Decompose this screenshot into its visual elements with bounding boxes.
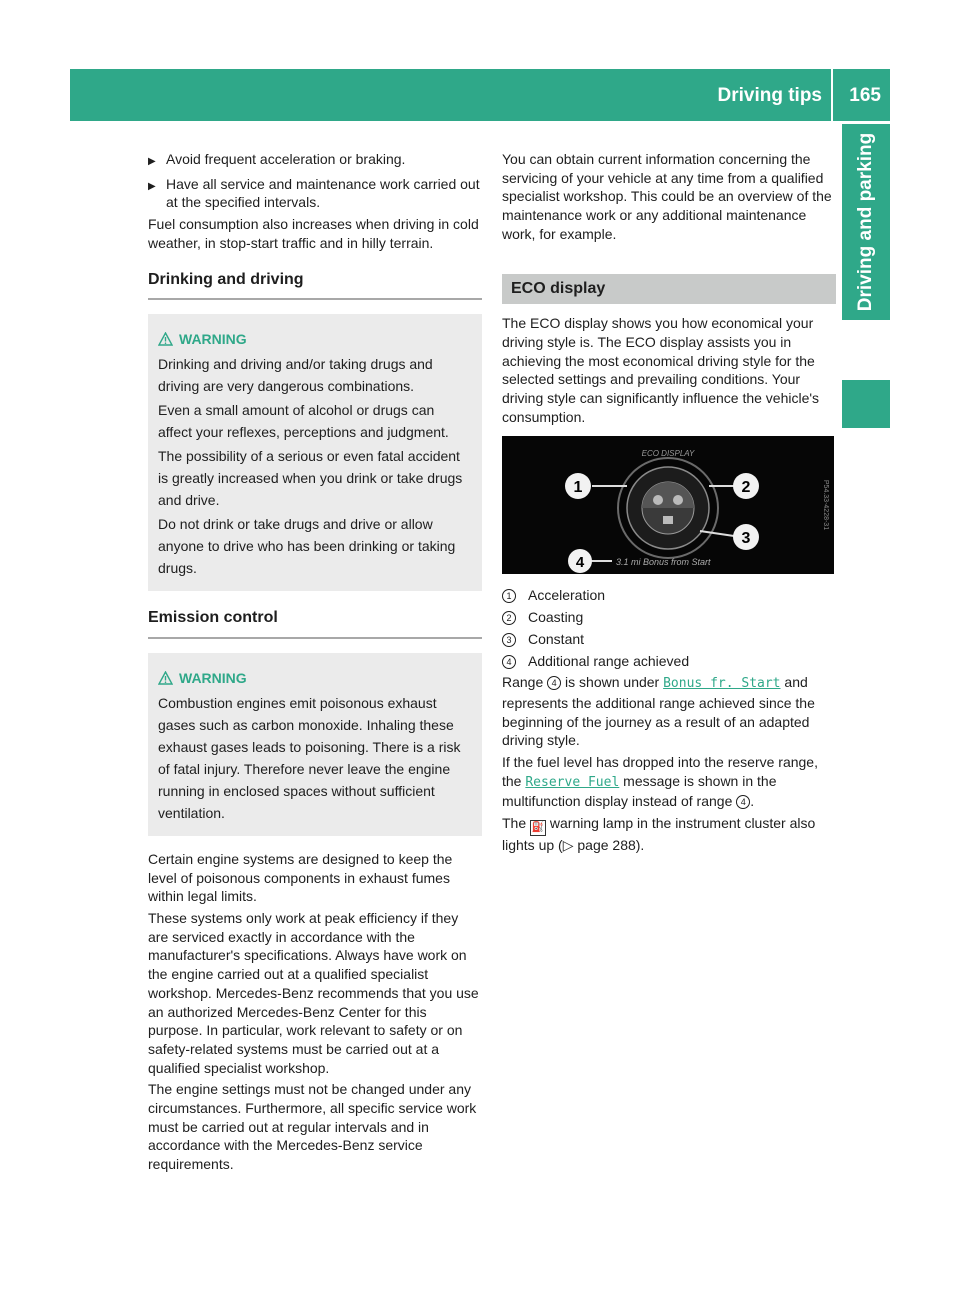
bullet-item — [148, 150, 482, 172]
warning-text: Drinking and driving and/or taking drugs and driving are very dangerous combinations. — [158, 356, 433, 395]
eco-paragraph: The ECO display shows you how economical your driving style is. The ECO display assists you in achieving the most economical driving style for the selected settings and prevailing conditions. Your driving style can significantly influence the vehicle's consumption. — [502, 315, 820, 425]
eco-legend — [502, 586, 836, 670]
page-number: 165 — [849, 85, 881, 106]
left-column — [148, 150, 482, 1177]
warning-triangle-icon — [158, 332, 173, 346]
range-number: 4 — [547, 676, 561, 690]
legend-number: 1 — [502, 589, 516, 603]
bullet-text: Have all service and maintenance work carried out at the specified intervals. — [166, 175, 480, 211]
eco-callout — [565, 473, 591, 499]
eco-display-image — [502, 436, 834, 574]
legend-item — [502, 652, 836, 671]
service-intro-paragraph: You can obtain current information concerning the servicing of your vehicle at any time from a qualified specialist workshop. This could be an overview of the maintenance work or any additional maintenance work, for example. — [502, 151, 832, 242]
right-column — [502, 150, 836, 858]
range-paragraph: Range 4 is shown under Bonus fr. Start and represents the additional range achieved since the beginning of the journey as a result of an adapted driving style. — [502, 674, 815, 749]
reserve-fuel-paragraph: If the fuel level has dropped into the reserve range, the Reserve Fuel message is shown in the multifunction display instead of range 4 . — [502, 754, 818, 810]
legend-item — [502, 630, 836, 649]
eco-image-code: P54.33-4228-31 — [822, 480, 829, 531]
warning-text: Combustion engines emit poisonous exhaust gases such as carbon monoxide. Inhaling these exhaust gases leads to poisoning. There is a risk of fatal injury. Therefore never leave the engine running in enclosed spaces without sufficient ventilation. — [158, 694, 461, 821]
bullet-item — [148, 175, 482, 212]
section-tab-label: Driving and parking — [855, 132, 876, 312]
drinking-warning-box — [148, 314, 482, 591]
legend-number: 4 — [502, 655, 516, 669]
emission-heading: Emission control — [148, 609, 482, 639]
eco-bonus-text: 3.1 mi Bonus from Start — [616, 557, 711, 568]
warning-text: Do not drink or take drugs and drive or allow anyone to drive who has been drinking or taking drugs. — [158, 516, 456, 577]
fuel-pump-icon: ⛽ — [530, 820, 546, 836]
eco-display-heading: ECO display — [502, 274, 836, 305]
body-paragraph: These systems only work at peak efficiency if they are serviced exactly in accordance with the manufacturer's specifications. Always have work on the engine carried out at a qualified specialist workshop. Mercedes-Benz recommends that you use an authorized Mercedes-Benz Center for this purpose. In particular, work relevant to safety or on safety-related systems must be carried out at a qualified specialist workshop. — [148, 910, 479, 1076]
page-ref-link[interactable]: page 288). — [573, 837, 645, 854]
legend-label: Constant — [528, 630, 585, 647]
body-paragraph: Certain engine systems are designed to keep the level of poisonous components in exhaust fumes within legal limits. — [148, 850, 453, 905]
section-tab — [842, 124, 890, 320]
drinking-heading: Drinking and driving — [148, 271, 482, 301]
emission-warning-box — [148, 653, 482, 836]
legend-label: Additional range achieved — [528, 652, 690, 669]
warning-label: WARNING — [179, 669, 247, 686]
svg-text:3: 3 — [741, 530, 751, 548]
eco-callout — [568, 549, 592, 573]
warning-header — [158, 667, 472, 689]
eco-screen-title: ECO DISPLAY — [641, 449, 695, 459]
eco-callout — [733, 524, 759, 550]
bullet-text: Avoid frequent acceleration or braking. — [166, 151, 406, 167]
bonus-display-message: Bonus fr. Start — [663, 676, 781, 692]
section-tab-marker — [842, 380, 890, 428]
warning-text: The possibility of a serious or even fatal accident is greatly increased when you drink or take drugs and drive. — [158, 448, 463, 509]
legend-number: 2 — [502, 611, 516, 625]
svg-text:1: 1 — [573, 479, 583, 497]
warning-label: WARNING — [179, 331, 247, 348]
reserve-fuel-message: Reserve Fuel — [525, 774, 620, 790]
legend-item — [502, 608, 836, 627]
header-separator — [831, 69, 833, 121]
fuel-paragraph: Fuel consumption also increases when driving in cold weather, in stop-start traffic and in hilly terrain. — [148, 216, 479, 251]
page-header — [70, 69, 890, 121]
warning-header — [158, 328, 472, 350]
legend-item — [502, 586, 836, 605]
legend-label: Acceleration — [528, 587, 606, 604]
svg-text:4: 4 — [575, 554, 585, 572]
warning-lamp-paragraph: The ⛽ warning lamp in the instrument cluster also lights up (▷ page 288). — [502, 815, 816, 854]
eco-callout — [733, 473, 759, 499]
bullet-arrow-icon: ▶ — [148, 156, 156, 167]
legend-number: 3 — [502, 633, 516, 647]
bullet-arrow-icon: ▶ — [148, 180, 156, 192]
body-paragraph: The engine settings must not be changed under any circumstances. Furthermore, all specific service work must be carried out at regular intervals and in accordance with the Mercedes-Benz service requirements. — [148, 1081, 477, 1173]
warning-triangle-icon — [158, 671, 173, 685]
legend-label: Coasting — [528, 609, 584, 626]
page-ref-arrow-icon: ▷ — [562, 837, 574, 854]
svg-text:2: 2 — [741, 479, 751, 497]
warning-text: Even a small amount of alcohol or drugs can affect your reflexes, perceptions and judgment. — [158, 402, 449, 441]
header-title: Driving tips — [717, 85, 822, 106]
range-number: 4 — [736, 795, 750, 809]
